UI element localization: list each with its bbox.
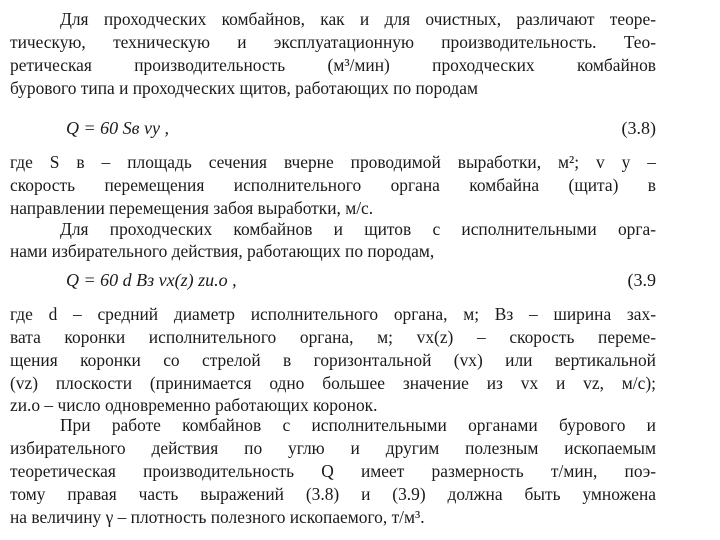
text-line: (vz) плоскости (принимается одно большее значение из vx и vz, м/с);	[10, 373, 656, 393]
text-line: щения коронки со стрелой в горизонтальной (vx) или вертикальной	[10, 350, 656, 370]
text-line: Для проходческих комбайнов и щитов с исполнительными орга-	[60, 219, 656, 239]
text-line: вата коронки исполнительного органа, м; vx(z) – скорость переме-	[10, 327, 656, 347]
text-line: тическую, техническую и эксплуатационную производительность. Тео-	[10, 32, 656, 52]
text-line: Для проходческих комбайнов, как и для очистных, различают теоре-	[60, 9, 656, 29]
formula-expression: Q = 60 Sв vу ,	[66, 118, 169, 138]
text-line: скорость перемещения исполнительного органа комбайна (щита) в	[10, 175, 656, 195]
text-line: где d – средний диаметр исполнительного органа, м; Bз – ширина зах-	[10, 304, 656, 324]
text-line: тому правая часть выражений (3.8) и (3.9) должна быть умножена	[10, 484, 656, 504]
text-line: ретическая производительность (м³/мин) проходческих комбайнов	[10, 55, 656, 75]
text-line: направлении перемещения забоя выработки, м/с.	[10, 198, 374, 218]
formula-expression: Q = 60 d Bз vx(z) zи.о ,	[66, 270, 237, 290]
text-line: бурового типа и проходческих щитов, работающих по породам	[10, 78, 478, 98]
text-line: При работе комбайнов с исполнительными органами бурового и	[60, 415, 656, 435]
equation-number: (3.8)	[621, 118, 656, 138]
text-line: zи.о – число одновременно работающих коронок.	[10, 395, 378, 415]
text-line: на величину γ – плотность полезного ископаемого, т/м³.	[10, 507, 425, 527]
equation-number: (3.9	[627, 270, 656, 290]
text-line: теоретическая производительность Q имеет размерность т/мин, поэ-	[10, 461, 656, 481]
text-line: где S в – площадь сечения вчерне проводимой выработки, м²; v у –	[10, 152, 656, 172]
text-line: нами избирательного действия, работающих по породам,	[10, 241, 435, 261]
text-line: избирательного действия по углю и другим полезным ископаемым	[10, 438, 656, 458]
